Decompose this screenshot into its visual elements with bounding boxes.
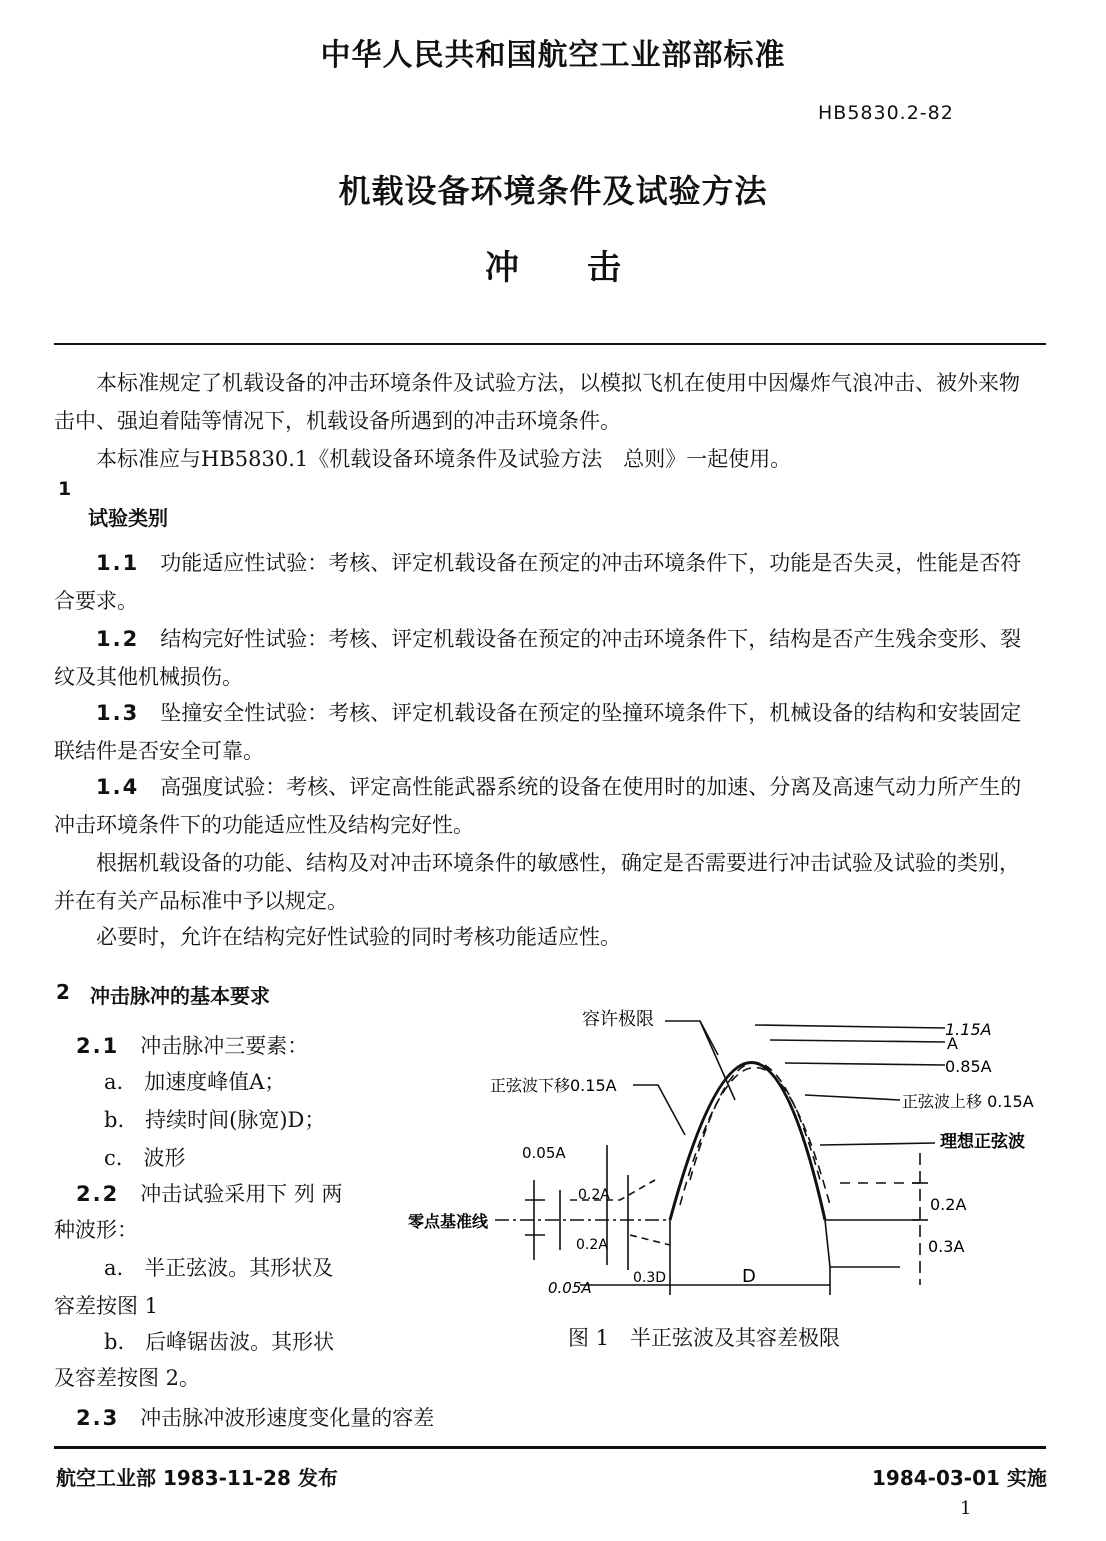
label-D: D: [742, 1266, 756, 1287]
figure-1-caption: 图 1 半正弦波及其容差极限: [568, 1326, 841, 1350]
lower-tolerance-curve: [690, 1063, 820, 1181]
issue-date: 航空工业部 1983-11-28 发布: [56, 1466, 338, 1490]
item-text: 冲击脉冲波形速度变化量的容差: [140, 1406, 435, 1430]
section-1-paragraph: 根据机载设备的功能、结构及对冲击环境条件的敏感性，确定是否需要进行冲击试验及试验的类别，并在有关产品标准中予以规定。: [54, 851, 1020, 913]
page-number: 1: [960, 1498, 972, 1519]
section-1-item-1-1: [54, 544, 1039, 620]
label-left-005-top: 0.05A: [522, 1144, 566, 1162]
label-left-02-top: 0.2A: [578, 1187, 610, 1203]
leader-lower-shift: [633, 1085, 685, 1135]
wave-text: 后峰锯齿波。其形状: [145, 1330, 335, 1354]
item-2-3: [76, 1402, 434, 1432]
section-1-heading: 试验类别: [88, 506, 168, 530]
item-number: 1.4: [96, 775, 140, 799]
wave-b: [104, 1326, 334, 1356]
element-label: a.: [104, 1070, 124, 1094]
element-c: [104, 1142, 185, 1172]
element-label: c.: [104, 1146, 123, 1170]
section-1-last-paragraph: 必要时，允许在结构完好性试验的同时考核功能适应性。: [96, 925, 621, 949]
element-text: 加速度峰值A；: [144, 1070, 286, 1094]
item-number: 2.1: [76, 1034, 120, 1058]
leader-085: [785, 1063, 945, 1065]
section-1-item-1-4: [54, 768, 1039, 844]
label-ideal: 理想正弦波: [940, 1132, 1025, 1152]
wave-text: 半正弦波。其形状及: [144, 1256, 334, 1280]
document-subtitle: 冲 击: [485, 248, 621, 288]
element-label: b.: [104, 1108, 125, 1132]
item-text: 功能适应性试验：考核、评定机载设备在预定的冲击环境条件下，功能是否失灵，性能是否符合要求。: [54, 551, 1022, 613]
item-number: 1.3: [96, 701, 140, 725]
leader-ideal: [820, 1143, 935, 1145]
wave-label: a.: [104, 1256, 124, 1280]
element-a: [104, 1066, 285, 1096]
item-2-1: [76, 1030, 308, 1060]
label-115A: 1.15A: [945, 1020, 992, 1039]
section-2-number: 2: [56, 980, 70, 1004]
ideal-sine-curve: [670, 1063, 825, 1221]
wave-a: [104, 1252, 333, 1282]
leader-tolerance-limit-2: [700, 1021, 718, 1055]
section-1-item-1-3: [54, 694, 1039, 770]
element-b: [104, 1104, 325, 1134]
section-2-heading: 冲击脉冲的基本要求: [90, 984, 270, 1008]
item-text: 冲击试验采用下 列 两: [140, 1182, 343, 1206]
footer-rule: [54, 1446, 1046, 1449]
title-rule: [54, 343, 1046, 345]
right-lower-limit: [825, 1220, 900, 1267]
item-text: 冲击脉冲三要素：: [140, 1034, 309, 1058]
label-left-02-bot: 0.2A: [576, 1237, 608, 1253]
item-2-2-continued: 种波形：: [54, 1218, 138, 1242]
item-number: 2.2: [76, 1182, 120, 1206]
label-upper-shift: 正弦波上移 0.15A: [902, 1092, 1034, 1111]
label-right-03A: 0.3A: [928, 1237, 965, 1256]
section-1-item-1-2: [54, 620, 1039, 696]
item-number: 1.1: [96, 551, 140, 575]
label-tolerance-limit: 容许极限: [582, 1009, 654, 1030]
label-left-005-bot: 0.05A: [548, 1279, 592, 1297]
element-text: 波形: [143, 1146, 186, 1170]
wave-a-continued: 容差按图 1: [54, 1294, 159, 1318]
item-number: 1.2: [96, 627, 140, 651]
label-lower-shift: 正弦波下移0.15A: [490, 1076, 617, 1095]
item-text: 坠撞安全性试验：考核、评定机载设备在预定的坠撞环境条件下，机械设备的结构和安装固定联结件是否安全可靠。: [54, 701, 1022, 763]
figure-1-diagram: [400, 995, 1060, 1315]
item-text: 高强度试验：考核、评定高性能武器系统的设备在使用时的加速、分离及高速气动力所产生的冲击环境条件下的功能适应性及结构完好性。: [54, 775, 1022, 837]
org-title: 中华人民共和国航空工业部部标准: [320, 38, 786, 73]
leader-upper-shift: [805, 1095, 900, 1100]
upper-tolerance-curve: [680, 1068, 830, 1206]
item-2-2: [76, 1178, 343, 1208]
left-lower-dash: [630, 1235, 670, 1245]
item-text: 结构完好性试验：考核、评定机载设备在预定的冲击环境条件下，结构是否产生残余变形、裂纹及其他机械损伤。: [54, 627, 1022, 689]
leader-115: [755, 1025, 945, 1028]
leader-A: [770, 1040, 945, 1042]
item-number: 2.3: [76, 1406, 120, 1430]
intro-paragraph-1: 本标准规定了机载设备的冲击环境条件及试验方法，以模拟飞机在使用中因爆炸气浪冲击、被外来物击中、强迫着陆等情况下，机载设备所遇到的冲击环境条件。: [54, 371, 1020, 433]
standard-number: HB5830.2-82: [818, 102, 954, 124]
document-title: 机载设备环境条件及试验方法: [338, 172, 768, 210]
element-text: 持续时间(脉宽)D；: [145, 1108, 326, 1132]
section-1-number: 1: [58, 478, 72, 500]
label-A: A: [947, 1034, 958, 1053]
effective-date: 1984-03-01 实施: [872, 1466, 1047, 1490]
wave-b-continued: 及容差按图 2。: [54, 1366, 201, 1390]
label-085A: 0.85A: [945, 1057, 992, 1076]
label-03D: 0.3D: [633, 1270, 667, 1286]
label-right-02A: 0.2A: [930, 1195, 967, 1214]
wave-label: b.: [104, 1330, 125, 1354]
label-zero-reference: 零点基准线: [408, 1212, 489, 1231]
intro-paragraph-2: 本标准应与HB5830.1《机载设备环境条件及试验方法 总则》一起使用。: [96, 447, 792, 471]
